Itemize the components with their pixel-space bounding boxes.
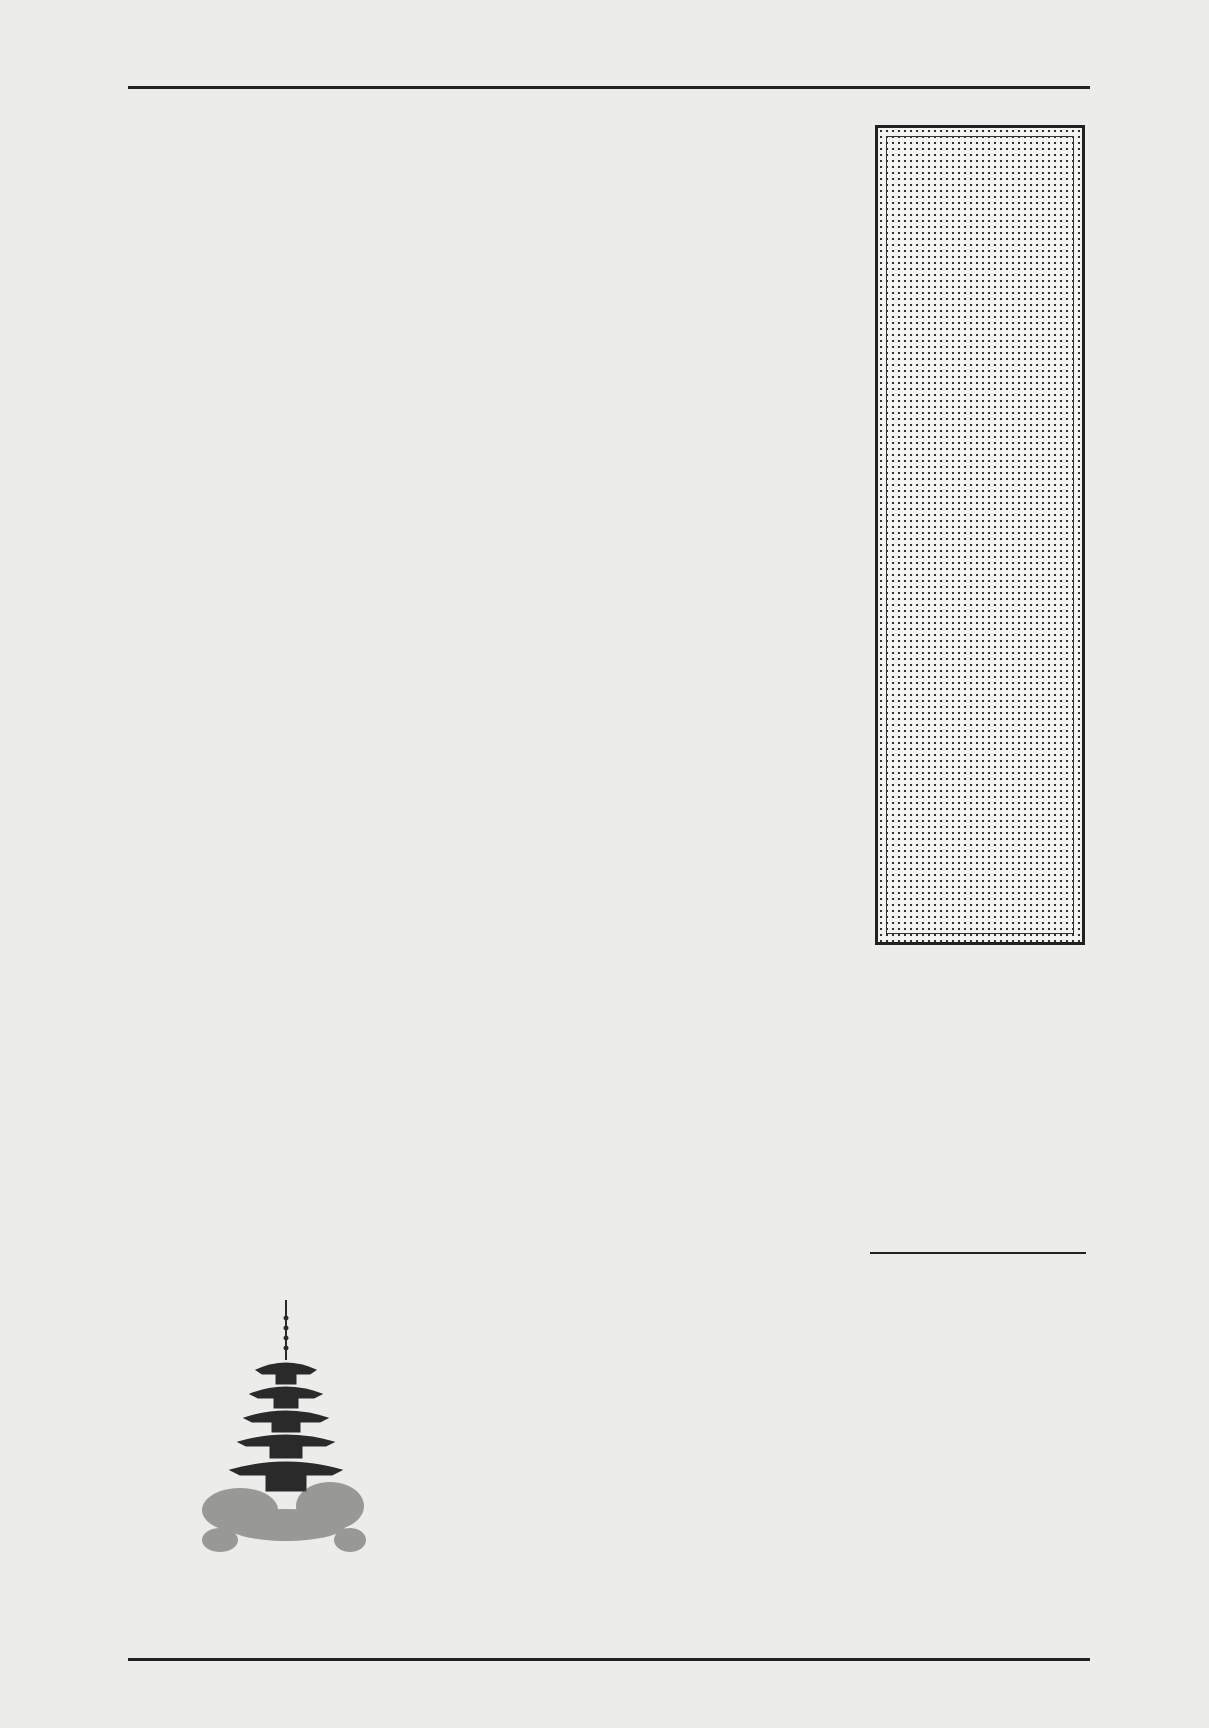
colophon-rule bbox=[870, 1252, 1086, 1254]
pagoda-illustration bbox=[200, 1300, 370, 1570]
top-rule bbox=[128, 86, 1090, 89]
colophon bbox=[870, 955, 1209, 1245]
bottom-rule bbox=[128, 1658, 1090, 1661]
masthead-box bbox=[875, 125, 1085, 945]
masthead-inner-border bbox=[886, 136, 1074, 934]
